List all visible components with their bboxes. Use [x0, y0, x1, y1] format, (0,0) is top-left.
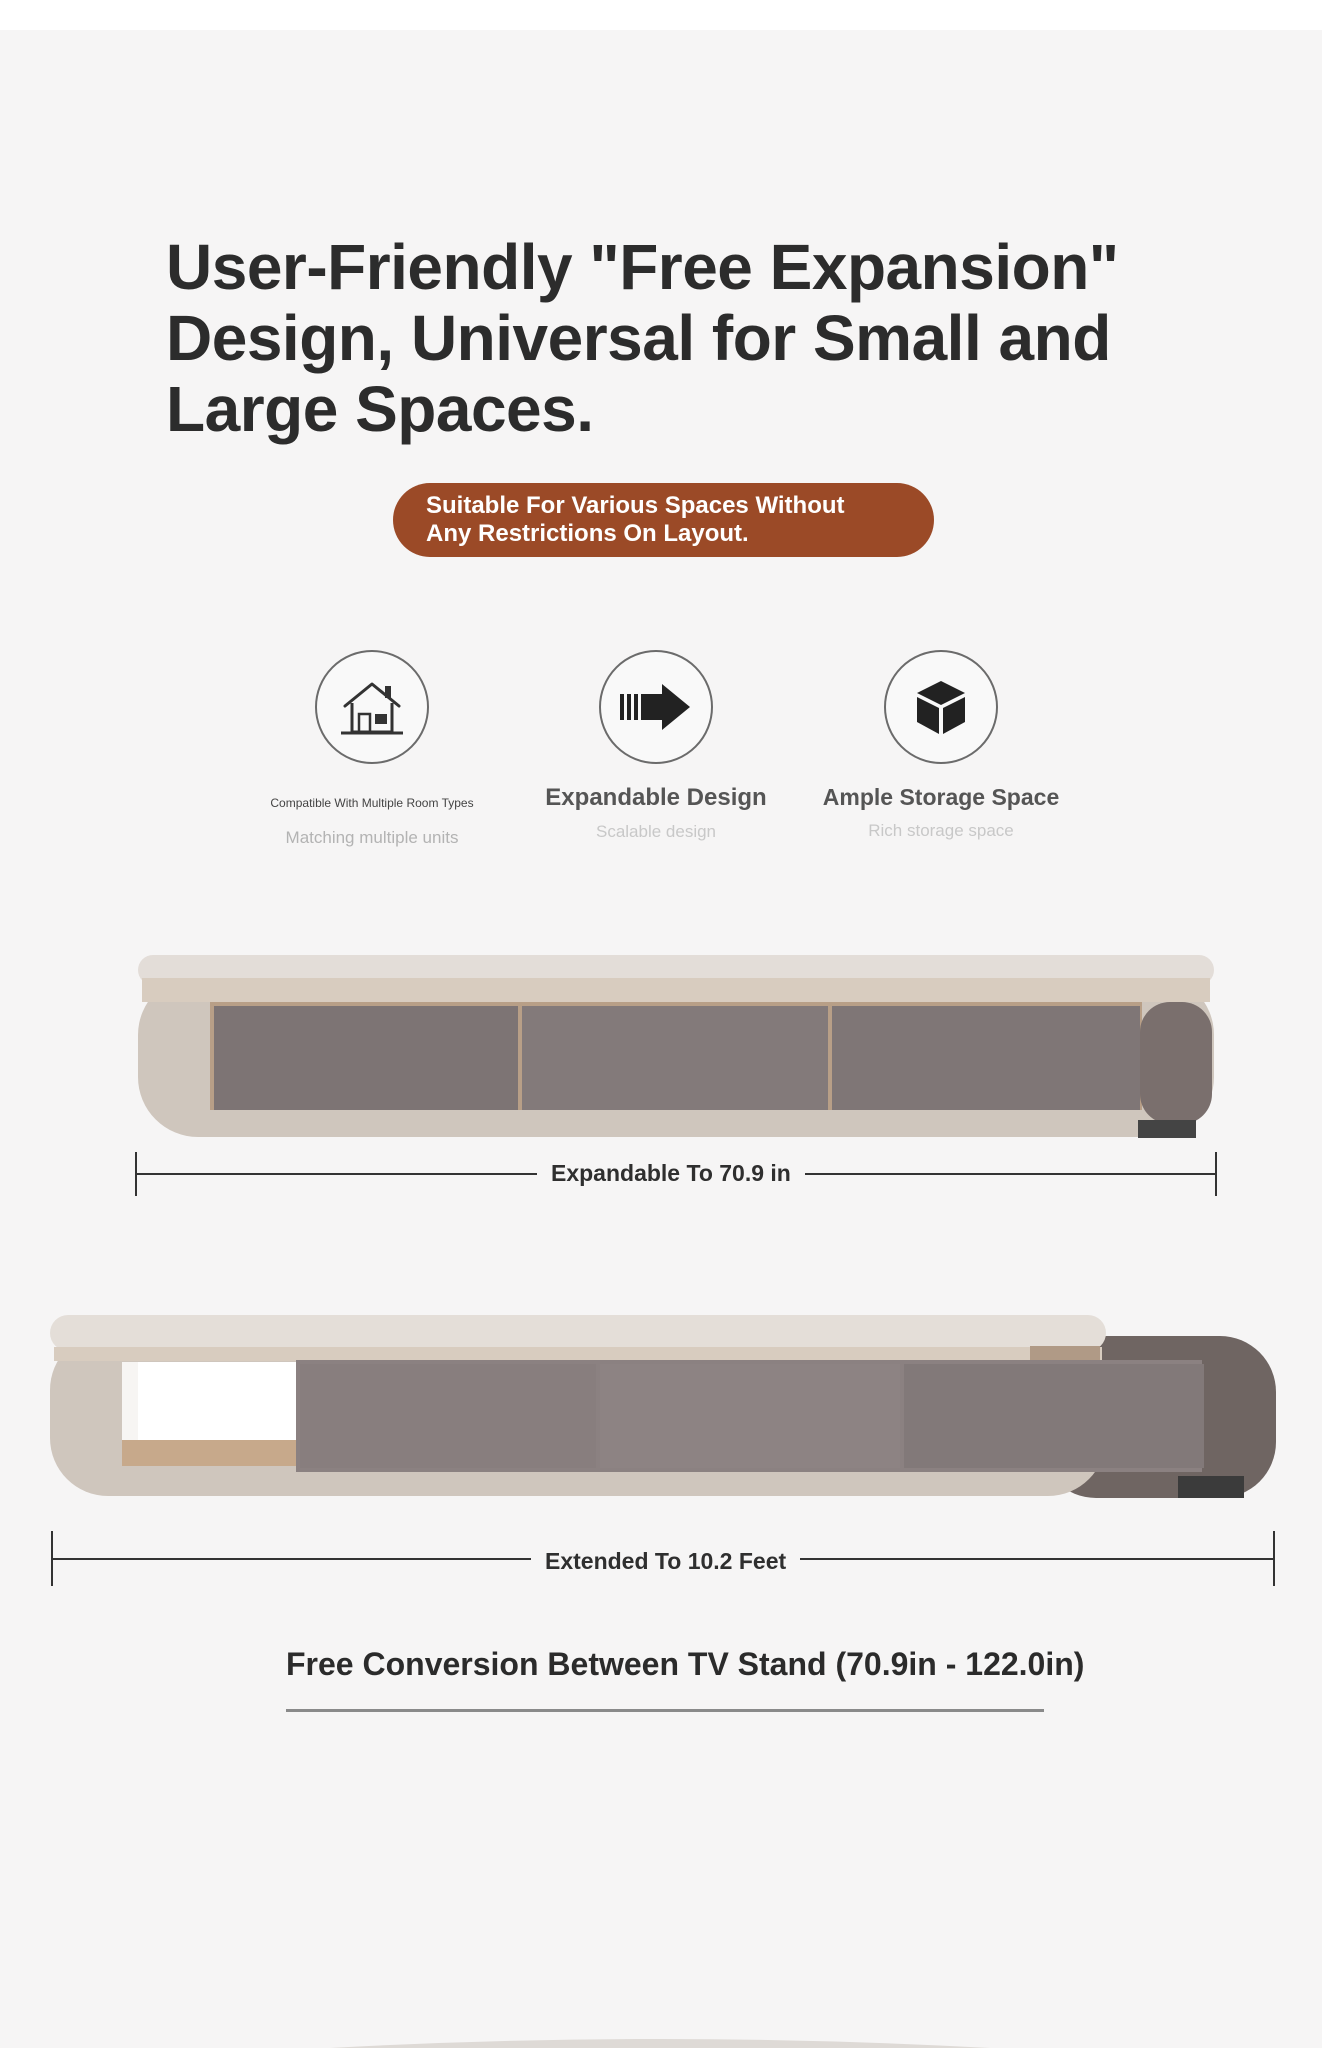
caption-underline — [286, 1709, 1044, 1712]
banner-line-2: Any Restrictions On Layout. — [426, 520, 749, 547]
title-line-3: Large Spaces. — [166, 373, 594, 445]
feature-subtitle: Rich storage space — [868, 821, 1014, 840]
feature-title: Ample Storage Space — [822, 784, 1060, 810]
dimension-label-compact: Expandable To 70.9 in — [537, 1160, 805, 1187]
next-product-edge — [330, 2039, 990, 2048]
title-line-1: User-Friendly "Free Expansion" — [166, 231, 1119, 303]
dimension-label-extended: Extended To 10.2 Feet — [531, 1548, 800, 1575]
feature-title: Compatible With Multiple Room Types — [270, 796, 474, 810]
title-line-2: Design, Universal for Small and — [166, 302, 1111, 374]
banner-line-1: Suitable For Various Spaces Without — [426, 492, 845, 519]
feature-subtitle: Matching multiple units — [285, 828, 459, 847]
tv-stand-extended — [50, 1315, 1276, 1498]
feature-title: Expandable Design — [545, 784, 767, 811]
tv-stand-compact — [138, 955, 1214, 1138]
feature-subtitle: Scalable design — [595, 822, 717, 841]
conversion-caption: Free Conversion Between TV Stand (70.9in - 122.0in) — [286, 1646, 1085, 1682]
